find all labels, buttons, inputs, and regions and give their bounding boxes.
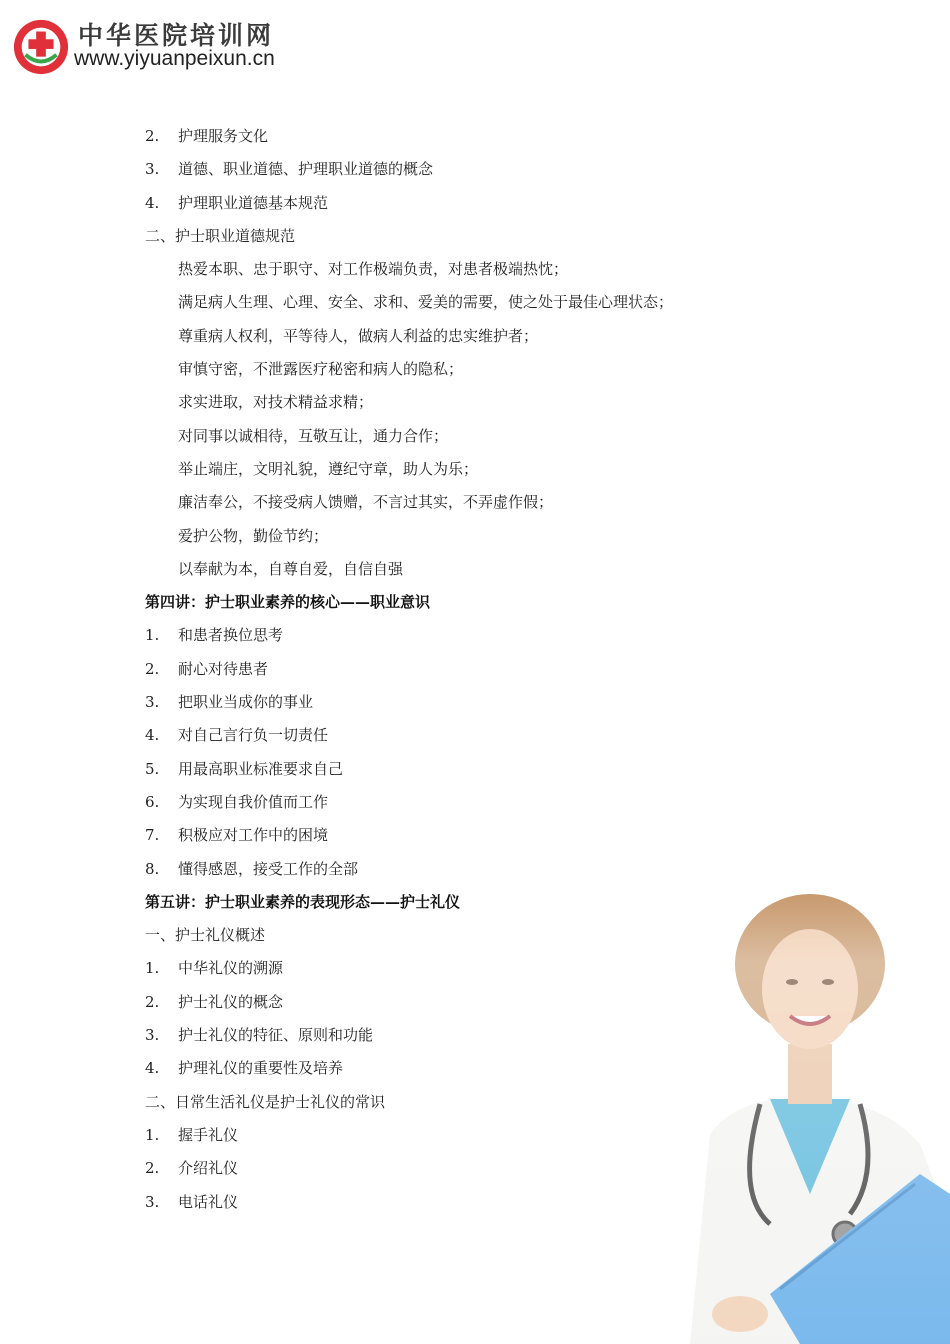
text-line — [145, 420, 845, 453]
line-text: 爱护公物，勤俭节约； — [178, 526, 329, 545]
list-item — [145, 619, 845, 652]
text-line — [145, 353, 845, 386]
list-item — [145, 686, 845, 719]
list-item — [145, 653, 845, 686]
line-text: 一、护士礼仪概述 — [145, 926, 266, 945]
list-item — [145, 187, 845, 220]
text-line — [145, 253, 845, 286]
list-item — [145, 819, 845, 852]
line-text: 二、护士职业道德规范 — [145, 226, 296, 245]
list-item-number: 2. — [145, 127, 160, 145]
list-item — [145, 1052, 845, 1085]
list-item — [145, 1186, 845, 1219]
list-item-number: 5. — [145, 759, 160, 778]
line-text: 二、日常生活礼仪是护士礼仪的常识 — [145, 1092, 386, 1111]
list-item — [145, 1019, 845, 1052]
list-item — [145, 1119, 845, 1152]
text-line — [145, 220, 845, 253]
line-text: 耐心对待患者 — [178, 659, 269, 678]
line-text: 对自己言行负一切责任 — [178, 726, 329, 745]
line-text: 第五讲：护士职业素养的表现形态——护士礼仪 — [145, 892, 461, 911]
line-text: 举止端庄，文明礼貌，遵纪守章，助人为乐； — [178, 459, 479, 478]
list-item — [145, 1152, 845, 1185]
list-item-number: 3. — [145, 1026, 160, 1045]
line-text: 懂得感恩，接受工作的全部 — [178, 859, 359, 878]
line-text: 第四讲：护士职业素养的核心——职业意识 — [145, 593, 431, 612]
line-text: 护理礼仪的重要性及培养 — [178, 1059, 344, 1078]
line-text: 热爱本职、忠于职守、对工作极端负责，对患者极端热忱； — [178, 260, 569, 279]
section-heading — [145, 886, 845, 919]
list-item-number: 2. — [145, 1159, 160, 1178]
site-name: 中华医院培训网 — [78, 21, 275, 50]
list-item-number: 1. — [145, 626, 160, 645]
line-text: 把职业当成你的事业 — [178, 693, 314, 712]
text-line — [145, 1086, 845, 1119]
list-item — [145, 120, 845, 153]
list-item — [145, 853, 845, 886]
section-heading — [145, 586, 845, 619]
text-line — [145, 453, 845, 486]
text-line — [145, 520, 845, 553]
list-item-number: 2. — [145, 992, 160, 1011]
text-line — [145, 286, 845, 319]
list-item — [145, 719, 845, 752]
line-text: 用最高职业标准要求自己 — [178, 759, 344, 778]
list-item — [145, 786, 845, 819]
list-item-number: 1. — [145, 959, 160, 978]
line-text: 和患者换位思考 — [178, 626, 284, 645]
line-text: 对同事以诚相待，互敬互让，通力合作； — [178, 426, 449, 445]
site-url: www.yiyuanpeixun.cn — [74, 47, 275, 70]
list-item-number: 2. — [145, 659, 160, 678]
list-item — [145, 986, 845, 1019]
line-text: 以奉献为本，自尊自爱，自信自强 — [178, 559, 404, 578]
list-item — [145, 753, 845, 786]
list-item-number: 4. — [145, 193, 160, 212]
list-item — [145, 952, 845, 985]
list-item-number: 4. — [145, 726, 160, 745]
list-item-number: 1. — [145, 1125, 160, 1144]
line-text: 握手礼仪 — [178, 1125, 239, 1144]
text-line — [145, 553, 845, 586]
line-text: 电话礼仪 — [178, 1192, 239, 1211]
list-item-number: 3. — [145, 693, 160, 712]
line-text: 护士礼仪的特征、原则和功能 — [178, 1026, 374, 1045]
list-item-number: 6. — [145, 792, 160, 811]
line-text: 为实现自我价值而工作 — [178, 792, 329, 811]
list-item-number: 7. — [145, 826, 160, 845]
line-text: 积极应对工作中的困境 — [178, 826, 329, 845]
line-text: 满足病人生理、心理、安全、求和、爱美的需要，使之处于最佳心理状态； — [178, 293, 674, 312]
list-item-number: 8. — [145, 859, 160, 878]
hospital-cross-logo-icon — [12, 18, 70, 76]
text-line — [145, 386, 845, 419]
line-text: 廉洁奉公，不接受病人馈赠，不言过其实，不弄虚作假； — [178, 493, 554, 512]
line-text: 护士礼仪的概念 — [178, 992, 284, 1011]
line-text: 介绍礼仪 — [178, 1159, 239, 1178]
page-header — [8, 14, 308, 74]
line-text: 尊重病人权利，平等待人，做病人利益的忠实维护者； — [178, 326, 539, 345]
line-text: 道德、职业道德、护理职业道德的概念 — [178, 160, 434, 179]
line-text: 求实进取，对技术精益求精； — [178, 393, 374, 412]
list-item — [145, 153, 845, 186]
line-text: 护理职业道德基本规范 — [178, 193, 329, 212]
line-text: 审慎守密，不泄露医疗秘密和病人的隐私； — [178, 360, 464, 379]
list-item-number: 3. — [145, 1192, 160, 1211]
line-text: 中华礼仪的溯源 — [178, 959, 284, 978]
line-text: 护理服务文化 — [178, 127, 269, 145]
document-body — [145, 120, 845, 1219]
text-line — [145, 919, 845, 952]
text-line — [145, 486, 845, 519]
list-item-number: 4. — [145, 1059, 160, 1078]
list-item-number: 3. — [145, 160, 160, 179]
text-line — [145, 320, 845, 353]
